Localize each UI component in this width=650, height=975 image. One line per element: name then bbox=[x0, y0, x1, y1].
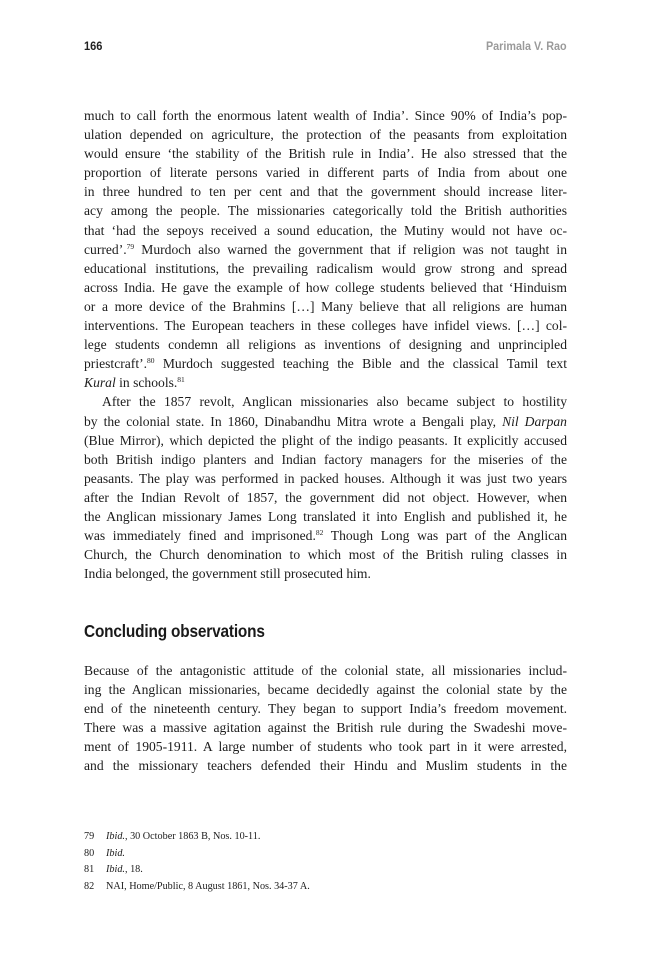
text-line: Church, the Church denomination to which most of the British ruling classes in bbox=[84, 547, 567, 563]
text-line: both British indigo planters and Indian factory managers for the miseries of the bbox=[84, 451, 567, 467]
line-text: curred’. bbox=[84, 241, 127, 257]
text-line: proportion of literate persons varied in different parts of India from about one bbox=[84, 165, 567, 181]
text-line: Because of the antagonistic attitude of the colonial state, all missionaries includ- bbox=[84, 663, 567, 678]
footnote bbox=[84, 829, 567, 846]
text-line: the Anglican missionary James Long translated it into English and published it, he bbox=[84, 508, 567, 524]
text-line: much to call forth the enormous latent wealth of India’. Since 90% of India’s pop- bbox=[84, 108, 567, 123]
footnote-number: 80 bbox=[84, 847, 95, 859]
text-line: peasants. The play was performed in packed houses. Although it was just two years bbox=[84, 470, 567, 486]
text-line: (Blue Mirror), which depicted the plight of the indigo peasants. It explicitly accused bbox=[84, 432, 567, 448]
text-line: lege students condemn all religions as inventions of designing and unprincipled bbox=[84, 337, 567, 353]
text-line: India belonged, the government still prosecuted him. bbox=[84, 566, 371, 582]
text-line: educational institutions, the prevailing radicalism would grow strong and spread bbox=[84, 260, 567, 276]
body-paragraphs bbox=[84, 106, 567, 583]
text-line: interventions. The European teachers in these colleges have infidel views. […] col- bbox=[84, 318, 567, 334]
text-line bbox=[84, 354, 567, 373]
text-line: ulation depended on agriculture, the protection of the peasants from exploitation bbox=[84, 127, 567, 143]
footnote-ref-82[interactable]: 82 bbox=[315, 528, 324, 538]
footnote-italic: Ibid. bbox=[106, 847, 125, 859]
text-line: ment of 1905-1911. A large number of students who took part in it were arrested, bbox=[84, 739, 567, 755]
footnote bbox=[84, 846, 567, 863]
footnote-italic: Ibid. bbox=[106, 831, 125, 842]
section-paragraph bbox=[84, 661, 567, 776]
text-line: ing the Anglican missionaries, became decidedly against the colonial state by the bbox=[84, 682, 567, 698]
italic-title: Kural bbox=[84, 375, 116, 391]
line-text: Murdoch suggested teaching the Bible and the classical Tamil text bbox=[154, 356, 567, 372]
running-head-author: Parimala V. Rao bbox=[486, 39, 567, 53]
page-number: 166 bbox=[84, 39, 103, 53]
footnotes bbox=[84, 829, 567, 895]
footnote-text: , 18. bbox=[124, 864, 143, 875]
text-line: after the Indian Revolt of 1857, the government did not object. However, when bbox=[84, 489, 567, 505]
text-line: There was a massive agitation against the British rule during the Swadeshi move- bbox=[84, 720, 567, 736]
text-line: After the 1857 revolt, Anglican missionaries also became subject to hostility bbox=[102, 394, 567, 410]
footnote-italic: Ibid. bbox=[106, 864, 125, 875]
footnote-number: 81 bbox=[84, 864, 95, 875]
footnote-text: , 30 October 1863 B, Nos. 10-11. bbox=[124, 831, 261, 842]
text-line: would ensure ‘the stability of the British rule in India’. He also stressed that the bbox=[84, 146, 567, 162]
text-line: end of the nineteenth century. They began to support India’s freedom movement. bbox=[84, 701, 567, 717]
section-heading: Concluding observations bbox=[84, 621, 265, 641]
text-line bbox=[84, 240, 567, 259]
text-line: that ‘had the sepoys received a sound education, the Mutiny would not have oc- bbox=[84, 222, 567, 238]
footnote-text: NAI, Home/Public, 8 August 1861, Nos. 34-37 A. bbox=[106, 880, 310, 892]
footnote bbox=[84, 879, 567, 896]
footnote bbox=[84, 862, 567, 879]
text-line: and the missionary teachers defended their Hindu and Muslim students in the bbox=[84, 758, 567, 774]
running-head bbox=[84, 39, 567, 55]
line-text: priestcraft’. bbox=[84, 356, 148, 372]
footnote-ref-79[interactable]: 79 bbox=[126, 241, 135, 251]
text-line bbox=[84, 412, 567, 431]
text-line: across India. He gave the example of how college students believed that ‘Hinduism bbox=[84, 279, 567, 295]
line-text: Though Long was part of the Anglican bbox=[323, 528, 567, 544]
text-line bbox=[84, 526, 567, 545]
line-text: was immediately fined and imprisoned. bbox=[84, 528, 316, 544]
text-line: in three hundred to ten per cent and that the government should increase liter- bbox=[84, 184, 567, 200]
footnote-number: 79 bbox=[84, 831, 95, 842]
footnote-number: 82 bbox=[84, 880, 95, 892]
text-line bbox=[84, 373, 567, 392]
footnote-ref-81[interactable]: 81 bbox=[177, 375, 185, 385]
text-line: or a more device of the Brahmins […] Many believe that all religions are human bbox=[84, 298, 567, 314]
line-text: in schools. bbox=[115, 375, 178, 391]
line-text: Murdoch also warned the government that if religion was not taught in bbox=[134, 241, 567, 257]
line-text: by the colonial state. In 1860, Dinabandhu Mitra wrote a Bengali play, bbox=[84, 413, 503, 429]
footnote-ref-80[interactable]: 80 bbox=[147, 356, 155, 366]
italic-title: Nil Darpan bbox=[502, 413, 567, 429]
text-line: acy among the people. The missionaries categorically told the British authorities bbox=[84, 203, 567, 219]
